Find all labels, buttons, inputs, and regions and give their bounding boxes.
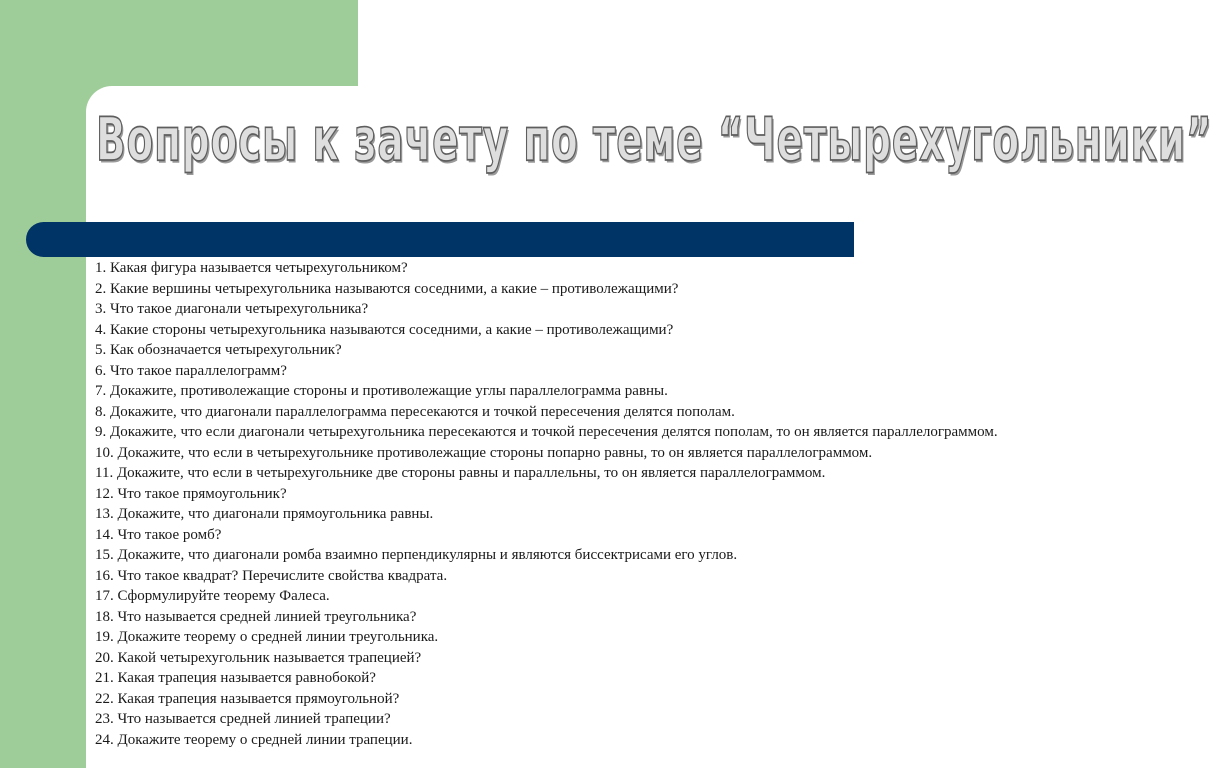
slide-title: Вопросы к зачету по теме “Четырехугольники” xyxy=(96,104,1212,175)
question-item: 5. Как обозначается четырехугольник? xyxy=(95,342,342,358)
question-item: 15. Докажите, что диагонали ромба взаимно перпендикулярны и являются биссектрисами его углов. xyxy=(95,547,738,563)
question-item: 11. Докажите, что если в четырехугольнике две стороны равны и параллельны, то он является параллелограммом. xyxy=(95,465,826,481)
question-item: 19. Докажите теорему о средней линии треугольника. xyxy=(95,629,439,645)
title-divider-bar xyxy=(26,222,854,257)
question-item: 23. Что называется средней линией трапеции? xyxy=(95,711,391,727)
question-item: 7. Докажите, противолежащие стороны и противолежащие углы параллелограмма равны. xyxy=(95,383,668,399)
question-item: 22. Какая трапеция называется прямоугольной? xyxy=(95,690,400,707)
question-item: 9. Докажите, что если диагонали четырехугольника пересекаются и точкой пересечения делятся пополам, то он является параллелограммом. xyxy=(95,424,998,440)
question-item: 6. Что такое параллелограмм? xyxy=(95,362,287,379)
question-list xyxy=(95,258,1005,750)
question-item: 2. Какие вершины четырехугольника называются соседними, а какие – противолежащими? xyxy=(95,280,679,297)
question-item: 10. Докажите, что если в четырехугольнике противолежащие стороны попарно равны, то он является параллелограммом. xyxy=(95,444,873,461)
question-item: 8. Докажите, что диагонали параллелограмма пересекаются и точкой пересечения делятся пополам. xyxy=(95,403,735,420)
question-item: 4. Какие стороны четырехугольника называются соседними, а какие – противолежащими? xyxy=(95,321,674,338)
question-item: 17. Сформулируйте теорему Фалеса. xyxy=(95,588,330,604)
question-item: 24. Докажите теорему о средней линии трапеции. xyxy=(95,731,413,748)
question-item: 3. Что такое диагонали четырехугольника? xyxy=(95,301,369,317)
question-item: 21. Какая трапеция называется равнобокой? xyxy=(95,670,376,686)
question-item: 12. Что такое прямоугольник? xyxy=(95,485,287,502)
question-item: 20. Какой четырехугольник называется трапецией? xyxy=(95,649,422,666)
question-item: 14. Что такое ромб? xyxy=(95,526,222,543)
question-item: 18. Что называется средней линией треугольника? xyxy=(95,608,417,625)
question-item: 16. Что такое квадрат? Перечислите свойства квадрата. xyxy=(95,567,448,584)
question-item: 13. Докажите, что диагонали прямоугольника равны. xyxy=(95,506,434,522)
question-item: 1. Какая фигура называется четырехугольником? xyxy=(95,260,408,276)
